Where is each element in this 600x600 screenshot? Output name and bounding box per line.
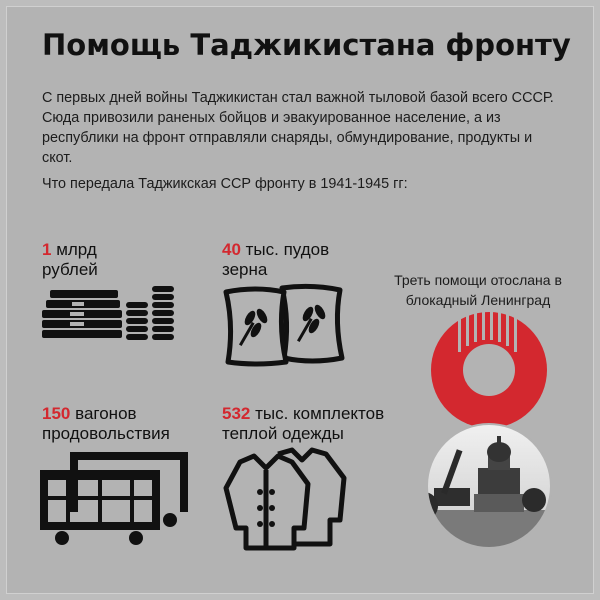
- stat-clothes-label: теплой одежды: [222, 424, 344, 443]
- stat-money-unit: млрд: [51, 240, 97, 259]
- stat-money-label: рублей: [42, 260, 98, 279]
- page-title: Помощь Таджикистана фронту: [42, 28, 571, 62]
- stat-money: [42, 240, 98, 280]
- money-icon: [40, 276, 180, 346]
- stat-money-number: 1: [42, 240, 52, 259]
- stat-grain-label: зерна: [222, 260, 268, 279]
- coats-icon: [222, 448, 352, 548]
- stat-clothes: [222, 404, 384, 444]
- intro-text: С первых дней войны Таджикистан стал важной тыловой базой всего СССР. Сюда привозили раненых бойцов и эвакуированное население, а из республики на фронт отправляли снаряды, обмундирование, продукты и скот.: [42, 90, 554, 166]
- stat-grain-unit: тыс. пудов: [240, 240, 330, 259]
- stat-wagons-unit: вагонов: [70, 404, 137, 423]
- stat-wagons-number: 150: [42, 404, 71, 423]
- stat-wagons-label: продовольствия: [42, 424, 170, 443]
- stat-grain-number: 40: [222, 240, 241, 259]
- subtitle: Что передала Таджикская ССР фронту в 1941-1945 гг:: [42, 176, 408, 192]
- stat-clothes-number: 532: [222, 404, 251, 423]
- grain-sacks-icon: [222, 282, 350, 366]
- stat-clothes-unit: тыс. комплектов: [250, 404, 385, 423]
- stat-grain: [222, 240, 329, 280]
- train-wagons-icon: [40, 452, 190, 546]
- leningrad-note: Треть помощи отослана в блокадный Ленинград: [394, 272, 562, 308]
- stat-wagons: [42, 404, 170, 444]
- leningrad-chart: [414, 318, 564, 528]
